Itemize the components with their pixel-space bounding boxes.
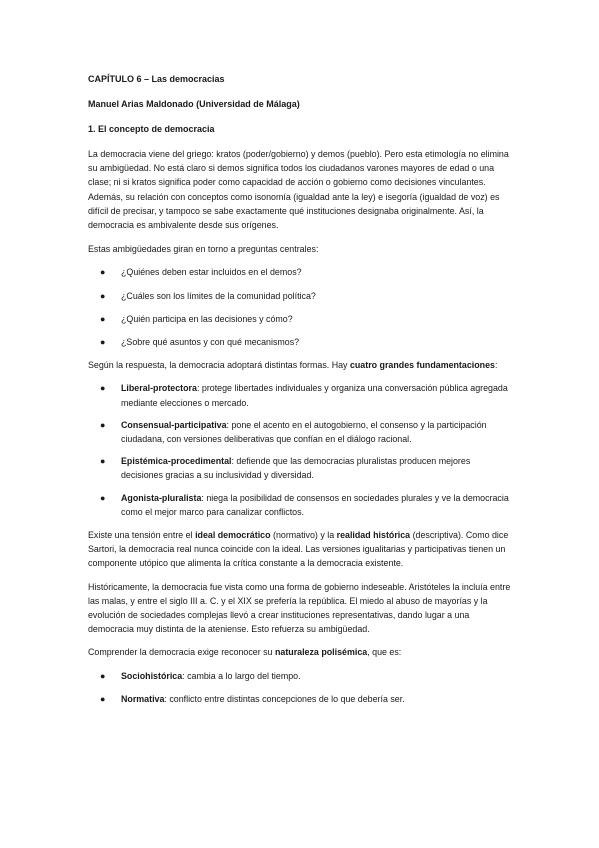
text-run: : [494,360,498,371]
author-line: Manuel Arias Maldonado (Universidad de Málaga) [88,99,300,109]
foundation-term: Agonista-pluralista [121,492,202,503]
emphasis-text: naturaleza polisémica [274,647,368,658]
emphasis-text: realidad histórica [336,530,411,541]
foundation-term: Consensual-participativa [121,419,227,430]
list-item [88,692,513,706]
text-run: Existe una tensión entre el [88,530,196,541]
list-item [88,312,513,326]
foundations-list [88,381,513,519]
foundation-term: Liberal-protectora [121,383,197,394]
bullet-icon: ● [100,670,106,681]
text-run: (descriptiva). Como dice Sartori, la democracia real nunca coincide con la ideal. Las versiones igualitarias y participativas tienen un componente utópico que alimenta la crítica constante a la democracia existente. [88,530,509,569]
question-text: ¿Sobre qué asuntos y con qué mecanismos? [121,337,300,348]
foundation-text: : niega la posibilidad de consensos en sociedades plurales y ve la democracia como el mejor marco para canalizar conflictos. [121,492,509,517]
paragraph-polysemy [88,645,513,659]
chapter-title: CAPÍTULO 6 – Las democracias [88,74,225,84]
foundation-text: : protege libertades individuales y organiza una conversación pública agregada mediante elecciones o mercado. [121,383,508,408]
nature-list [88,669,513,706]
list-item [88,289,513,303]
bullet-icon: ● [100,313,106,324]
bullet-icon: ● [100,383,106,394]
list-item [88,335,513,349]
document-body [88,72,513,706]
emphasis-text: ideal democrático [195,530,271,541]
question-text: ¿Quién participa en las decisiones y cómo? [121,313,293,324]
foundation-term: Epistémica-procedimental [121,456,232,467]
bullet-icon: ● [100,290,106,301]
list-item [88,381,513,409]
text-run: Según la respuesta, la democracia adoptará distintas formas. Hay [88,360,350,371]
foundation-text: : pone el acento en el autogobierno, el consenso y la participación ciudadana, con versiones deliberativas que confían en el diálogo racional. [121,419,487,445]
paragraph-etymology: La democracia viene del griego: kratos (poder/gobierno) y demos (pueblo). Pero esta etimología no elimina su ambigüedad. No está claro si demos significa todos los ciudadanos varones mayores de edad o una clase; ni si kratos significa poder como capacidad de acción o gobierno como decisiones vinculantes. Además, su relación con conceptos como isonomía (igualdad ante la ley) e isegoría (igualdad de voz) es difícil de precisar, y tampoco se sabe exactamente qué instituciones designaba originalmente. Así, la democracia es ambivalente desde sus orígenes. [88,149,509,231]
list-item [88,491,513,519]
list-item [88,454,513,482]
paragraph-foundations-intro [88,358,513,372]
nature-text: : cambia a lo largo del tiempo. [182,670,301,681]
question-text: ¿Cuáles son los límites de la comunidad política? [121,290,316,301]
list-item [88,418,513,446]
questions-list [88,265,513,349]
bullet-icon: ● [100,337,106,348]
question-text: ¿Quiénes deben estar incluidos en el demos? [121,267,302,278]
emphasis-text: cuatro grandes fundamentaciones [349,360,495,371]
list-item [88,669,513,683]
list-item [88,265,513,279]
bullet-icon: ● [100,492,106,503]
nature-term: Sociohistórica [121,670,183,681]
section-heading: 1. El concepto de democracia [88,124,215,134]
paragraph-history: Históricamente, la democracia fue vista como una forma de gobierno indeseable. Aristóteles la incluía entre las malas, y entre el siglo III a. C. y el XIX se prefería la república. El miedo al abuso de mayorías y la evolución de sociedades complejas llevó a crear instituciones representativas, dando lugar a una democracia muy distinta de la ateniense. Esto refuerza su ambigüedad. [88,581,511,635]
bullet-icon: ● [100,419,106,430]
paragraph-questions-intro: Estas ambigüedades giran en torno a preguntas centrales: [88,244,319,255]
nature-text: : conflicto entre distintas concepciones de lo que debería ser. [164,693,405,704]
text-run: (normativo) y la [270,530,337,541]
bullet-icon: ● [100,267,106,278]
nature-term: Normativa [121,693,165,704]
foundation-text: : defiende que las democracias pluralistas producen mejores decisiones gracias a su inclusividad y diversidad. [121,456,471,481]
bullet-icon: ● [100,693,106,704]
text-run: Comprender la democracia exige reconocer su [88,647,275,658]
paragraph-tension [88,528,513,571]
text-run: , que es: [367,647,402,658]
bullet-icon: ● [100,456,106,467]
